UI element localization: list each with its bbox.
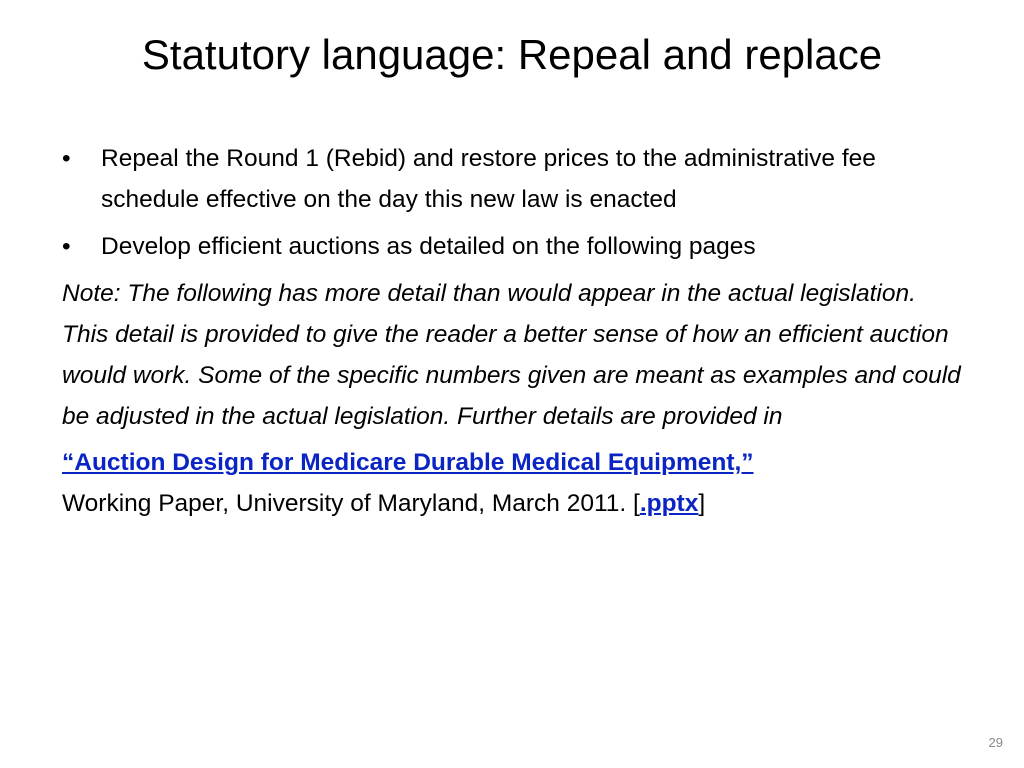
- slide-body: [62, 138, 968, 524]
- slide-title: Statutory language: Repeal and replace: [141, 31, 883, 78]
- bullet-dot-icon: •: [62, 233, 71, 260]
- paper-details: Working Paper, University of Maryland, March 2011. [: [62, 490, 640, 517]
- bullet-text-repeal: Repeal the Round 1 (Rebid) and restore prices to the administrative fee schedule effective on the day this new law is enacted: [101, 145, 876, 213]
- reference-citation: [62, 442, 968, 524]
- detail-note: Note: The following has more detail than would appear in the actual legislation. This detail is provided to give the reader a better sense of how an efficient auction would work. Some of the specific numbers given are meant as examples and could be adjusted in the actual legislation. Further details are provided in: [62, 280, 961, 430]
- bullet-item-repeal: [62, 138, 968, 220]
- bullet-list: [62, 138, 968, 267]
- bullet-dot-icon: •: [62, 145, 71, 172]
- bullet-text-develop-auctions: Develop efficient auctions as detailed on the following pages: [101, 233, 756, 260]
- pptx-link[interactable]: .pptx: [639, 490, 699, 517]
- page-number: 29: [988, 735, 1003, 750]
- bullet-item-develop-auctions: [62, 226, 968, 267]
- closing-bracket: ]: [698, 490, 706, 517]
- paper-link[interactable]: “Auction Design for Medicare Durable Medical Equipment,”: [62, 449, 754, 476]
